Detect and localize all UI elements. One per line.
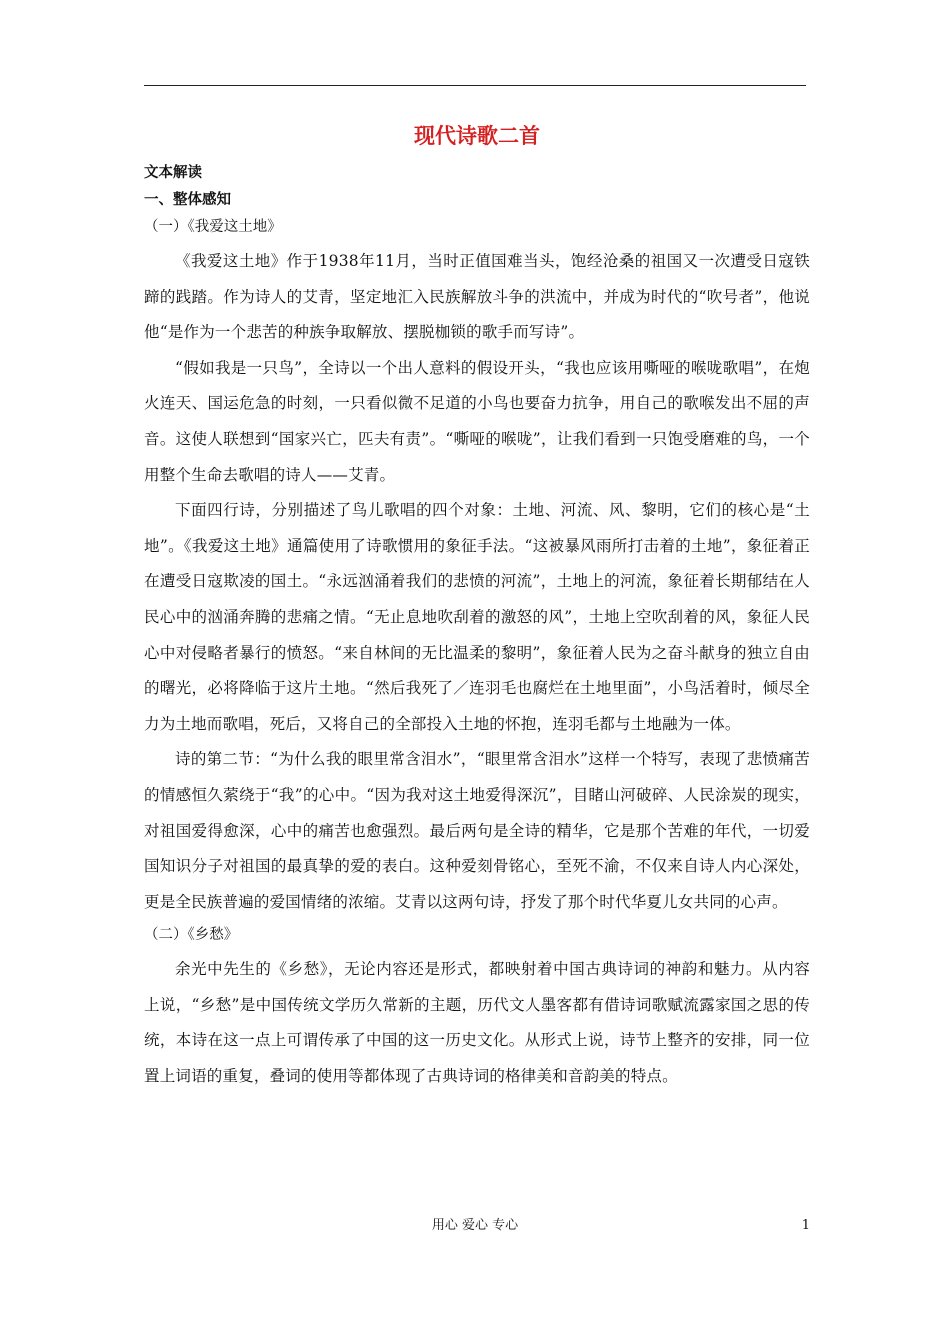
poem1-paragraph-4: 诗的第二节：“为什么我的眼里常含泪水”，“眼里常含泪水”这样一个特写，表现了悲愤痛苦的情感恒久萦绕于“我”的心中。“因为我对这土地爱得深沉”，目睹山河破碎、人民涂炭的现实，对祖国爱得愈深，心中的痛苦也愈强烈。最后两句是全诗的精华，它是那个苦难的年代，一切爱国知识分子对祖国的最真挚的爱的表白。这种爱刻骨铭心，至死不渝，不仅来自诗人内心深处，更是全民族普遍的爱国情绪的浓缩。艾青以这两句诗，抒发了那个时代华夏儿女共同的心声。: [144, 750, 810, 911]
footer-text: 用心 爱心 专心: [431, 1218, 519, 1233]
document-title: 现代诗歌二首: [414, 124, 540, 148]
poem1-paragraph-2: “假如我是一只鸟”，全诗以一个出人意料的假设开头，“我也应该用嘶哑的喉咙歌唱”，在炮火连天、国运危急的时刻，一只看似微不足道的小鸟也要奋力抗争，用自己的歌喉发出不屈的声音。这使人联想到“国家兴亡，匹夫有责”。“嘶哑的喉咙”，让我们看到一只饱受磨难的鸟，一个用整个生命去歌唱的诗人——艾青。: [144, 358, 810, 484]
section-heading: 文本解读: [144, 165, 202, 181]
page-footer: [0, 1214, 950, 1238]
poem1-paragraph-1: 《我爱这土地》作于1938年11月，当时正值国难当头，饱经沧桑的祖国又一次遭受日寇铁蹄的践踏。作为诗人的艾青，坚定地汇入民族解放斗争的洪流中，并成为时代的“吹号者”，他说他“是作为一个悲苦的种族争取解放、摆脱枷锁的歌手而写诗”。: [144, 252, 810, 342]
part-heading: 一、整体感知: [144, 192, 231, 208]
poem1-paragraph-3: 下面四行诗，分别描述了鸟儿歌唱的四个对象：土地、河流、风、黎明，它们的核心是“土地”。《我爱这土地》通篇使用了诗歌惯用的象征手法。“这被暴风雨所打击着的土地”，象征着正在遭受日寇欺凌的国土。“永远汹涌着我们的悲愤的河流”，土地上的河流，象征着长期郁结在人民心中的汹涌奔腾的悲痛之情。“无止息地吹刮着的激怒的风”，土地上空吹刮着的风，象征人民心中对侵略者暴行的愤怒。“来自林间的无比温柔的黎明”，象征着人民为之奋斗献身的独立自由的曙光，必将降临于这片土地。“然后我死了／连羽毛也腐烂在土地里面”，小鸟活着时，倾尽全力为土地而歌唱，死后，又将自己的全部投入土地的怀抱，连羽毛都与土地融为一体。: [144, 501, 810, 733]
poem2-paragraph-1: 余光中先生的《乡愁》，无论内容还是形式，都映射着中国古典诗词的神韵和魅力。从内容上说，“乡愁”是中国传统文学历久常新的主题，历代文人墨客都有借诗词歌赋流露家国之思的传统，本诗在这一点上可谓传承了中国的这一历史文化。从形式上说，诗节上整齐的安排，同一位置上词语的重复，叠词的使用等都体现了古典诗词的格律美和音韵美的特点。: [144, 960, 810, 1086]
poem1-subtitle: （一）《我爱这土地》: [144, 219, 282, 235]
poem2-subtitle: （二）《乡愁》: [144, 927, 239, 944]
document-body: [144, 118, 810, 1095]
page-number: 1: [801, 1218, 810, 1233]
header-rule: [144, 85, 806, 86]
